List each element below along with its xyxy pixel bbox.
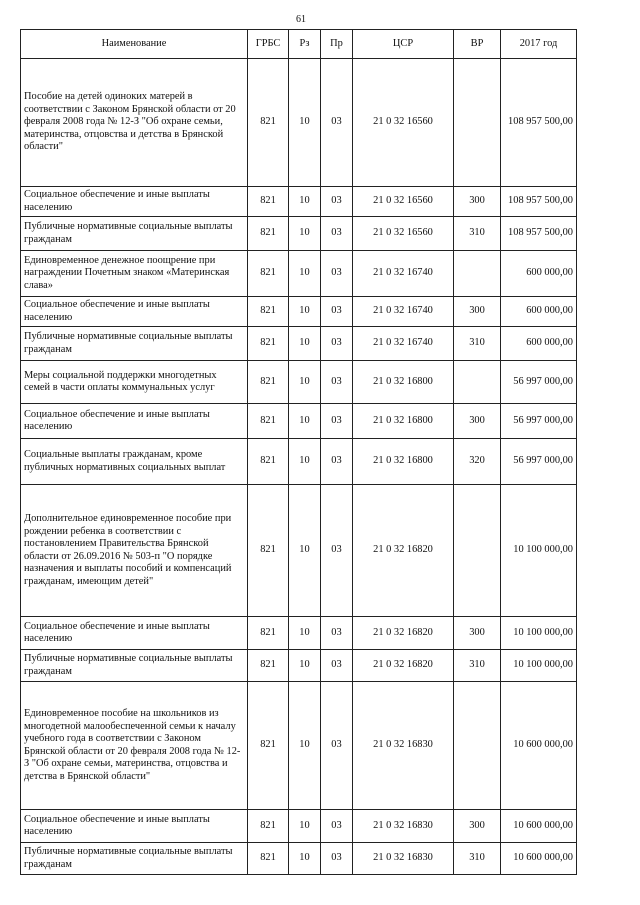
table-row	[21, 404, 577, 439]
table-row	[21, 361, 577, 404]
row-grbs: 821	[248, 327, 289, 361]
row-name: Социальное обеспечение и иные выплаты населению	[21, 187, 248, 217]
row-amount: 56 997 000,00	[501, 361, 577, 404]
row-grbs: 821	[248, 297, 289, 327]
row-grbs: 821	[248, 843, 289, 875]
table-row	[21, 217, 577, 251]
row-pr: 03	[321, 843, 353, 875]
table-row	[21, 843, 577, 875]
header-name: Наименование	[21, 30, 248, 59]
row-csr: 21 0 32 16800	[353, 361, 454, 404]
table-row	[21, 485, 577, 617]
row-grbs: 821	[248, 251, 289, 297]
row-pr: 03	[321, 251, 353, 297]
row-vr: 310	[454, 327, 501, 361]
row-rz: 10	[289, 251, 321, 297]
row-grbs: 821	[248, 404, 289, 439]
row-rz: 10	[289, 297, 321, 327]
row-vr: 300	[454, 297, 501, 327]
row-pr: 03	[321, 485, 353, 617]
row-name: Единовременное пособие на школьников из многодетной малообеспеченной семьи к началу учебного года в соответствии с Законом Брянской области от 20 февраля 2008 года № 12-З "Об охране семьи, материнства, отцовства и детства в Брянской области"	[21, 682, 248, 810]
row-vr: 300	[454, 404, 501, 439]
row-vr: 300	[454, 810, 501, 843]
row-grbs: 821	[248, 810, 289, 843]
row-csr: 21 0 32 16820	[353, 617, 454, 650]
row-rz: 10	[289, 217, 321, 251]
row-rz: 10	[289, 485, 321, 617]
row-vr	[454, 682, 501, 810]
row-pr: 03	[321, 59, 353, 187]
budget-table	[20, 29, 577, 875]
row-amount: 600 000,00	[501, 297, 577, 327]
row-rz: 10	[289, 682, 321, 810]
row-amount: 108 957 500,00	[501, 217, 577, 251]
row-csr: 21 0 32 16740	[353, 251, 454, 297]
row-pr: 03	[321, 617, 353, 650]
table-row	[21, 297, 577, 327]
row-vr: 300	[454, 187, 501, 217]
row-vr	[454, 251, 501, 297]
row-csr: 21 0 32 16560	[353, 187, 454, 217]
table-row	[21, 251, 577, 297]
row-amount: 600 000,00	[501, 327, 577, 361]
row-name: Публичные нормативные социальные выплаты гражданам	[21, 327, 248, 361]
row-vr: 320	[454, 439, 501, 485]
header-grbs: ГРБС	[248, 30, 289, 59]
row-rz: 10	[289, 361, 321, 404]
row-pr: 03	[321, 217, 353, 251]
table-row	[21, 327, 577, 361]
row-csr: 21 0 32 16830	[353, 810, 454, 843]
row-vr	[454, 361, 501, 404]
header-pr: Пр	[321, 30, 353, 59]
row-name: Публичные нормативные социальные выплаты гражданам	[21, 650, 248, 682]
table-row	[21, 682, 577, 810]
row-grbs: 821	[248, 217, 289, 251]
row-grbs: 821	[248, 650, 289, 682]
row-pr: 03	[321, 682, 353, 810]
row-name: Социальное обеспечение и иные выплаты населению	[21, 810, 248, 843]
row-name: Единовременное денежное поощрение при награждении Почетным знаком «Материнская слава»	[21, 251, 248, 297]
row-vr: 310	[454, 650, 501, 682]
row-rz: 10	[289, 617, 321, 650]
row-grbs: 821	[248, 485, 289, 617]
row-csr: 21 0 32 16740	[353, 327, 454, 361]
row-csr: 21 0 32 16820	[353, 485, 454, 617]
row-pr: 03	[321, 361, 353, 404]
row-rz: 10	[289, 650, 321, 682]
header-rz: Рз	[289, 30, 321, 59]
row-csr: 21 0 32 16560	[353, 59, 454, 187]
row-rz: 10	[289, 187, 321, 217]
table-row	[21, 810, 577, 843]
row-name: Меры социальной поддержки многодетных семей в части оплаты коммунальных услуг	[21, 361, 248, 404]
row-grbs: 821	[248, 361, 289, 404]
row-name: Социальные выплаты гражданам, кроме публичных нормативных социальных выплат	[21, 439, 248, 485]
row-grbs: 821	[248, 682, 289, 810]
row-amount: 10 100 000,00	[501, 650, 577, 682]
row-amount: 56 997 000,00	[501, 439, 577, 485]
row-name: Публичные нормативные социальные выплаты гражданам	[21, 843, 248, 875]
row-grbs: 821	[248, 617, 289, 650]
row-amount: 600 000,00	[501, 251, 577, 297]
row-name: Социальное обеспечение и иные выплаты населению	[21, 297, 248, 327]
row-amount: 108 957 500,00	[501, 59, 577, 187]
header-csr: ЦСР	[353, 30, 454, 59]
table-row	[21, 187, 577, 217]
row-name: Пособие на детей одиноких матерей в соответствии с Законом Брянской области от 20 февраля 2008 года № 12-З "Об охране семьи, материнства, отцовства и детства в Брянской области"	[21, 59, 248, 187]
table-row	[21, 617, 577, 650]
row-pr: 03	[321, 187, 353, 217]
table-row	[21, 650, 577, 682]
row-vr: 300	[454, 617, 501, 650]
row-rz: 10	[289, 59, 321, 187]
row-name: Социальное обеспечение и иные выплаты населению	[21, 404, 248, 439]
row-amount: 10 600 000,00	[501, 843, 577, 875]
row-pr: 03	[321, 297, 353, 327]
row-amount: 10 100 000,00	[501, 485, 577, 617]
row-vr	[454, 485, 501, 617]
row-pr: 03	[321, 404, 353, 439]
table-row	[21, 439, 577, 485]
row-amount: 56 997 000,00	[501, 404, 577, 439]
header-row	[21, 30, 577, 59]
row-rz: 10	[289, 404, 321, 439]
row-csr: 21 0 32 16800	[353, 404, 454, 439]
row-vr: 310	[454, 843, 501, 875]
row-vr: 310	[454, 217, 501, 251]
row-amount: 10 600 000,00	[501, 682, 577, 810]
row-amount: 10 600 000,00	[501, 810, 577, 843]
row-csr: 21 0 32 16560	[353, 217, 454, 251]
row-grbs: 821	[248, 59, 289, 187]
row-pr: 03	[321, 810, 353, 843]
row-pr: 03	[321, 439, 353, 485]
row-vr	[454, 59, 501, 187]
row-amount: 108 957 500,00	[501, 187, 577, 217]
row-csr: 21 0 32 16830	[353, 843, 454, 875]
row-amount: 10 100 000,00	[501, 617, 577, 650]
row-rz: 10	[289, 327, 321, 361]
row-name: Социальное обеспечение и иные выплаты населению	[21, 617, 248, 650]
row-rz: 10	[289, 843, 321, 875]
row-csr: 21 0 32 16800	[353, 439, 454, 485]
row-csr: 21 0 32 16820	[353, 650, 454, 682]
row-grbs: 821	[248, 439, 289, 485]
row-rz: 10	[289, 439, 321, 485]
row-name: Публичные нормативные социальные выплаты гражданам	[21, 217, 248, 251]
header-amount: 2017 год	[501, 30, 577, 59]
page-number: 61	[296, 14, 306, 25]
row-grbs: 821	[248, 187, 289, 217]
row-rz: 10	[289, 810, 321, 843]
row-csr: 21 0 32 16830	[353, 682, 454, 810]
row-pr: 03	[321, 650, 353, 682]
row-pr: 03	[321, 327, 353, 361]
row-csr: 21 0 32 16740	[353, 297, 454, 327]
row-name: Дополнительное единовременное пособие при рождении ребенка в соответствии с постановлением Правительства Брянской области от 26.09.2016 № 503-п "О порядке назначения и выплаты пособий и компенсаций гражданам, имеющим детей"	[21, 485, 248, 617]
table-row	[21, 59, 577, 187]
header-vr: ВР	[454, 30, 501, 59]
